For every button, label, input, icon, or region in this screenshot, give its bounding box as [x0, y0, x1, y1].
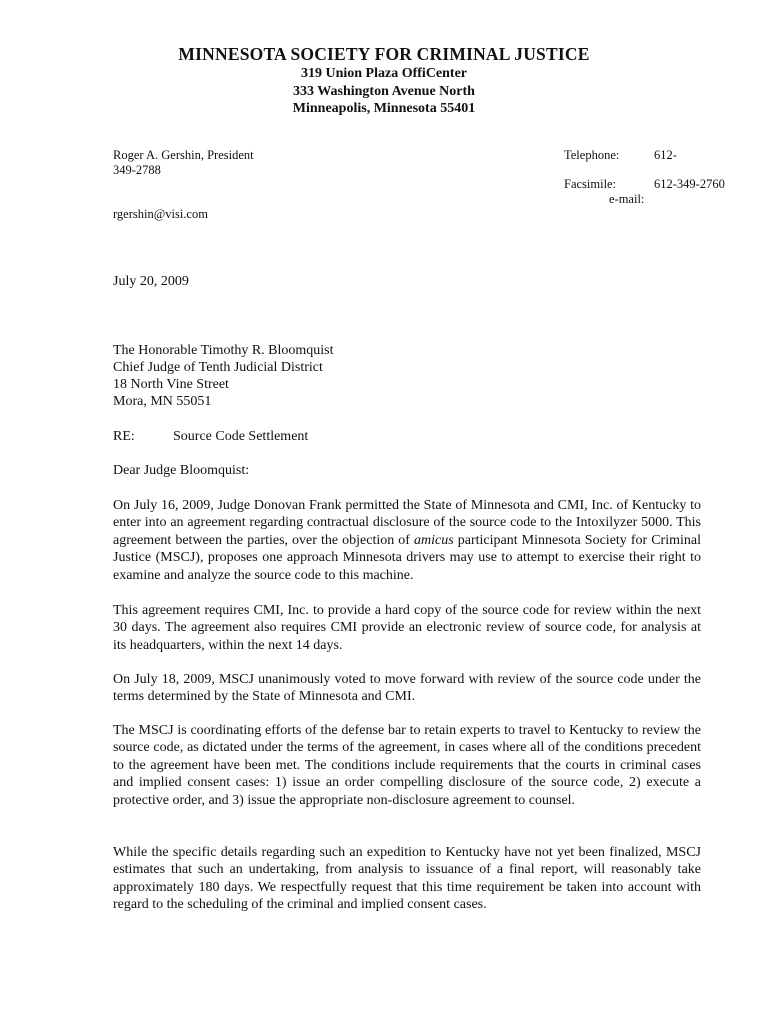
- re-subject: Source Code Settlement: [173, 429, 309, 444]
- recipient-line-2: Chief Judge of Tenth Judicial District: [113, 360, 323, 375]
- president-name: Roger A. Gershin, President: [113, 148, 254, 162]
- salutation: Dear Judge Bloomquist:: [113, 463, 250, 478]
- paragraph-1-italic: amicus: [414, 532, 454, 548]
- telephone-number-part1: 612-: [654, 148, 677, 162]
- paragraph-2: This agreement requires CMI, Inc. to provide a hard copy of the source code for review within the next 30 days. The agreement also requires CMI provide an electronic review of source code, for analysis at its headquarters, within the next 14 days.: [113, 603, 701, 653]
- recipient-line-1: The Honorable Timothy R. Bloomquist: [113, 343, 334, 358]
- paragraph-4: The MSCJ is coordinating efforts of the defense bar to retain experts to travel to Kentucky to review the source code, as dictated under the terms of the agreement, in cases where all of the conditions precedent to the agreement have been met. The conditions include requirements that the courts in criminal cases and implied consent cases: 1) issue an order compelling disclosure of the source code, 2) execute a protective order, and 3) issue the appropriate non-disclosure agreement to counsel.: [113, 723, 701, 808]
- address-line-1: 319 Union Plaza OffiCenter: [300, 66, 468, 81]
- recipient-line-4: Mora, MN 55051: [113, 394, 212, 409]
- address-line-2: 333 Washington Avenue North: [293, 84, 475, 99]
- address-line-3: Minneapolis, Minnesota 55401: [292, 101, 476, 116]
- paragraph-1-text-b: participant Minnesota Society for Criminal Justice (MSCJ), proposes one approach Minnesota drivers may use to attempt to exercise their right to examine and analyze the source code to this machine.: [113, 532, 701, 583]
- telephone-number-part2: 349-2788: [113, 163, 161, 177]
- letter-date: July 20, 2009: [113, 274, 189, 289]
- paragraph-5: While the specific details regarding such an expedition to Kentucky have not yet been finalized, MSCJ estimates that such an undertaking, from analysis to issuance of a final report, will reasonably take approximately 180 days. We respectfully request that this time requirement be taken into account with regard to the scheduling of the criminal and implied consent cases.: [113, 845, 701, 913]
- paragraph-1: [113, 497, 701, 584]
- paragraph-1-text-a: On July 16, 2009, Judge Donovan Frank permitted the State of Minnesota and CMI, Inc. of Kentucky to enter into an agreement regarding contractual disclosure of the source code to the Intoxilyzer 5000. This agreement between the parties, over the objection of: [113, 498, 701, 548]
- re-label: RE:: [113, 429, 135, 444]
- recipient-line-3: 18 North Vine Street: [113, 377, 229, 392]
- telephone-label: Telephone:: [564, 148, 620, 162]
- paragraph-3: On July 18, 2009, MSCJ unanimously voted to move forward with review of the source code under the terms determined by the State of Minnesota and CMI.: [113, 672, 701, 705]
- facsimile-label: Facsimile:: [564, 177, 617, 191]
- facsimile-number: 612-349-2760: [654, 177, 725, 191]
- email-address: rgershin@visi.com: [113, 207, 208, 221]
- org-name: MINNESOTA SOCIETY FOR CRIMINAL JUSTICE: [178, 44, 590, 64]
- email-label: e-mail:: [609, 192, 645, 206]
